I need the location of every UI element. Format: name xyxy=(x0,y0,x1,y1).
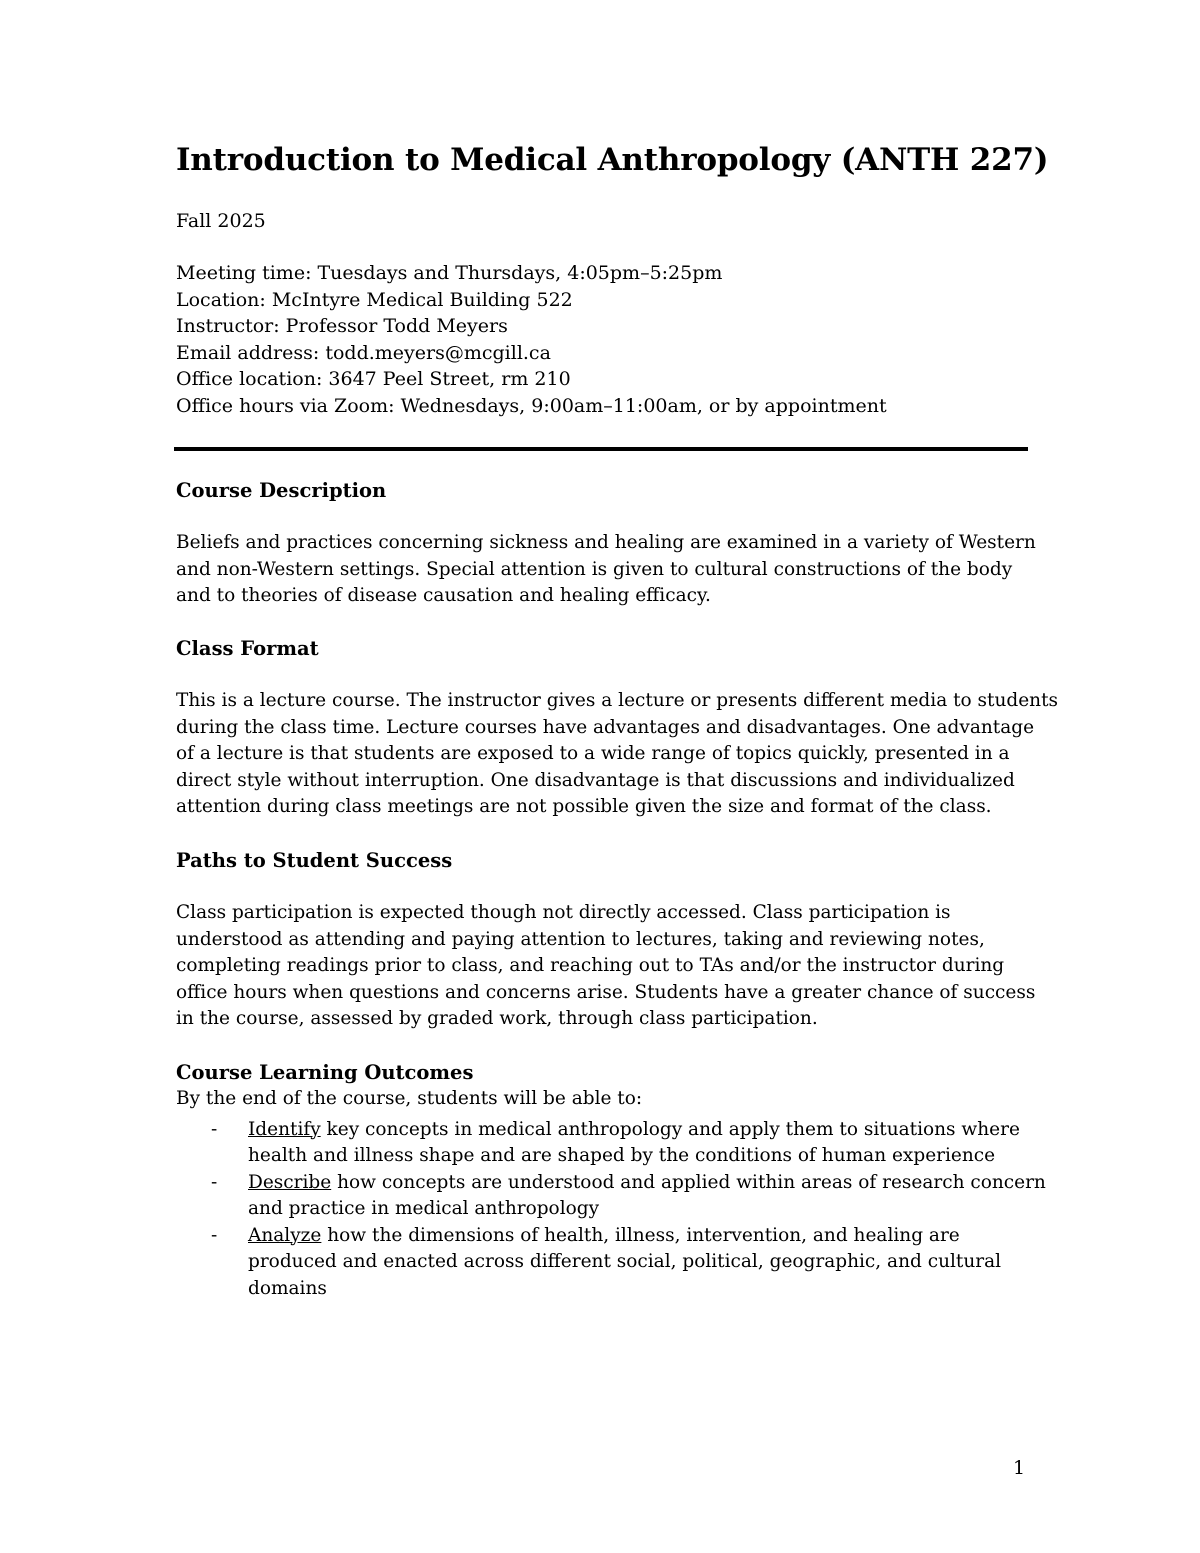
meeting-time: Meeting time: Tuesdays and Thursdays, 4:05pm–5:25pm xyxy=(176,262,723,284)
outcome-text: how the dimensions of health, illness, intervention, and healing are xyxy=(321,1224,960,1246)
paragraph-line: during the class time. Lecture courses have advantages and disadvantages. One advantage xyxy=(176,716,1035,738)
section-paths-to-student-success xyxy=(176,848,1036,1033)
section-paragraph xyxy=(176,530,1036,610)
paragraph-line: direct style without interruption. One disadvantage is that discussions and individualized xyxy=(176,769,1015,791)
location: Location: McIntyre Medical Building 522 xyxy=(176,288,573,311)
section-heading: Course Description xyxy=(176,479,387,502)
section-paragraph xyxy=(176,900,1036,1033)
instructor: Instructor: Professor Todd Meyers xyxy=(176,315,508,337)
outcome-verb: Describe xyxy=(248,1171,332,1193)
section-course-description xyxy=(176,478,1036,610)
list-item-line: domains xyxy=(248,1277,327,1299)
list-item-line xyxy=(248,1223,1028,1250)
section-paragraph xyxy=(176,688,1059,821)
list-item xyxy=(176,1117,1028,1170)
list-item-line: and practice in medical anthropology xyxy=(248,1198,600,1219)
list-item-line: produced and enacted across different social, political, geographic, and cultural xyxy=(248,1251,1002,1272)
term-label: Fall 2025 xyxy=(176,210,266,232)
paragraph-line: completing readings prior to class, and reaching out to TAs and/or the instructor during xyxy=(176,955,1005,976)
outcomes-list xyxy=(176,1117,1046,1303)
outcome-text: how concepts are understood and applied within areas of research concern xyxy=(331,1171,1046,1193)
page-number: 1 xyxy=(1013,1457,1026,1479)
office-hours: Office hours via Zoom: Wednesdays, 9:00am–11:00am, or by appointment xyxy=(176,394,887,417)
list-dash: - xyxy=(211,1171,218,1193)
course-info-block xyxy=(176,260,887,419)
list-item xyxy=(176,1170,1046,1223)
paragraph-line: office hours when questions and concerns arise. Students have a greater chance of success xyxy=(176,981,1036,1003)
section-heading: Class Format xyxy=(176,637,319,660)
paragraph-line: understood as attending and paying attention to lectures, taking and reviewing notes, xyxy=(176,928,985,950)
outcomes-intro: By the end of the course, students will be able to: xyxy=(176,1088,643,1109)
paragraph-line: in the course, assessed by graded work, through class participation. xyxy=(176,1008,818,1029)
page-title: Introduction to Medical Anthropology (ANTH 227) xyxy=(176,142,1049,178)
paragraph-line: This is a lecture course. The instructor gives a lecture or presents different media to students xyxy=(176,690,1059,711)
list-dash: - xyxy=(211,1224,218,1246)
section-class-format xyxy=(176,636,1059,821)
paragraph-line: attention during class meetings are not possible given the size and format of the class. xyxy=(176,796,992,817)
list-item-line xyxy=(248,1117,1028,1144)
list-item xyxy=(176,1223,1028,1303)
section-course-learning-outcomes xyxy=(176,1060,1046,1302)
paragraph-line: and non-Western settings. Special attention is given to cultural constructions of the body xyxy=(176,558,1013,580)
paragraph-line: Class participation is expected though not directly accessed. Class participation is xyxy=(176,902,951,923)
paragraph-line: of a lecture is that students are exposed to a wide range of topics quickly, presented in a xyxy=(176,743,1010,764)
paragraph-line: and to theories of disease causation and healing efficacy. xyxy=(176,585,711,606)
outcome-verb: Identify xyxy=(248,1118,321,1140)
outcome-text: key concepts in medical anthropology and apply them to situations where xyxy=(320,1118,1020,1140)
paragraph-line: Beliefs and practices concerning sickness and healing are examined in a variety of Western xyxy=(176,532,1036,553)
email-address: Email address: todd.meyers@mcgill.ca xyxy=(176,341,551,364)
list-dash: - xyxy=(211,1118,218,1140)
horizontal-divider xyxy=(174,447,1028,451)
section-heading: Course Learning Outcomes xyxy=(176,1061,474,1084)
list-item-line: health and illness shape and are shaped by the conditions of human experience xyxy=(248,1145,996,1166)
outcome-verb: Analyze xyxy=(248,1224,322,1246)
section-heading: Paths to Student Success xyxy=(176,849,453,872)
office-location: Office location: 3647 Peel Street, rm 210 xyxy=(176,368,571,390)
list-item-line xyxy=(248,1170,1046,1197)
